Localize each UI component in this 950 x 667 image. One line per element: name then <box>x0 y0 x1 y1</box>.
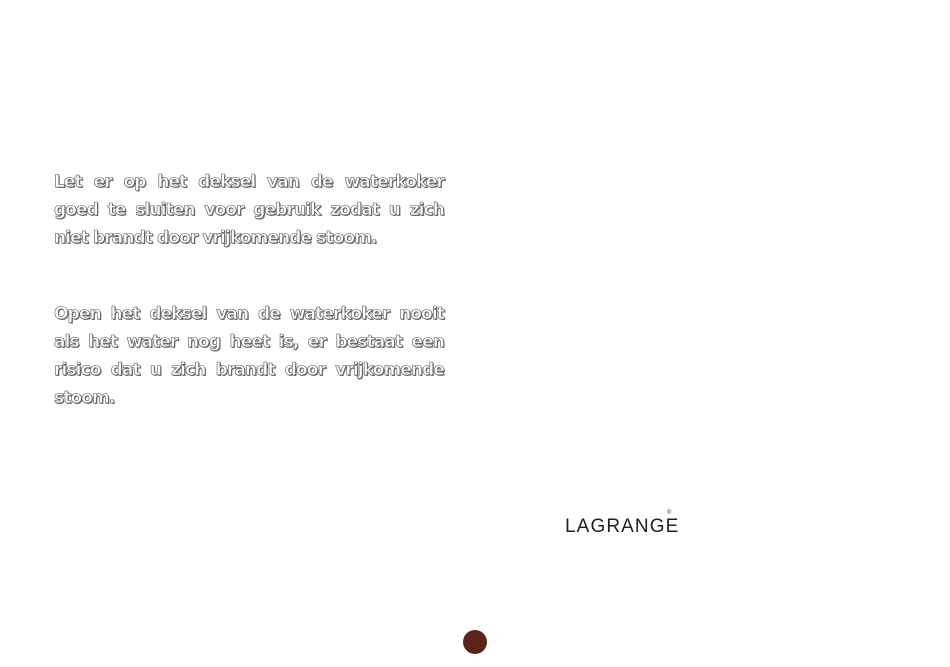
registered-trademark-icon: ® <box>667 510 672 516</box>
warning-text-lid-closed: Let er op het deksel van de waterkoker goed te sluiten voor gebruik zodat u zich niet brandt door vrijkomende stoom. <box>54 172 444 248</box>
brand-logo-text: LAGRANGE <box>565 516 680 537</box>
warning-text-lid-open: Open het deksel van de waterkoker nooit als het water nog heet is, er bestaat een risico dat u zich brandt door vrijkomende stoom. <box>54 304 444 408</box>
brand-logo <box>565 510 715 540</box>
page-marker-dot <box>463 630 487 654</box>
